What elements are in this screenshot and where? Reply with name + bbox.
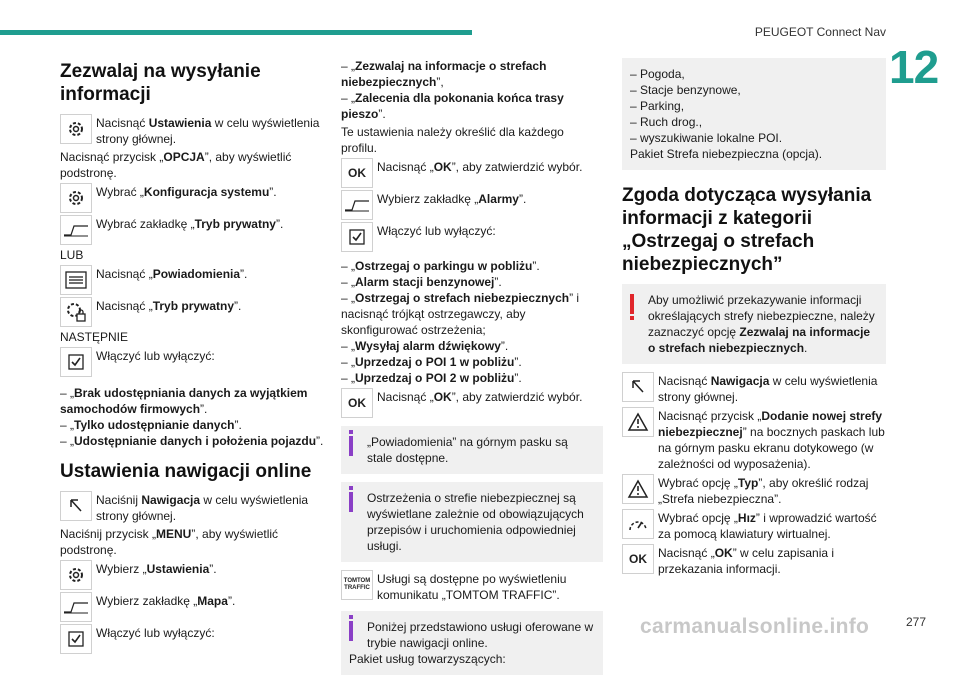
step-ok-2	[341, 388, 603, 418]
step-type	[622, 474, 886, 507]
step-private-mode	[60, 297, 326, 327]
step-text: Usługi są dostępne po wyświetleniu komunikatu „TOMTOM TRAFFIC”.	[377, 572, 567, 602]
list-item: – Stacje benzynowe,	[630, 83, 741, 97]
note-text: Ostrzeżenia o strefie niebezpiecznej są wyświetlane zależnie od obowiązujących przepisów i uruchomienia odpowiedniej usługi.	[367, 491, 584, 553]
step-text: Nacisnąć „OK” w celu zapisania i przekazania informacji.	[658, 546, 835, 576]
step-ok-3	[622, 544, 886, 577]
step-text: Nacisnąć przycisk „Dodanie nowej strefy niebezpiecznej” na bocznych paskach lub na górnym pasku ekranu dotykowego (w zależności od wyposażenia).	[658, 409, 885, 471]
step-text: Nacisnąć „OK”, aby zatwierdzić wybór.	[377, 390, 583, 404]
step-toggle-2	[60, 624, 326, 654]
step-text: Włączyć lub wyłączyć:	[377, 224, 496, 238]
step-text: Włączyć lub wyłączyć:	[96, 349, 215, 363]
speedometer-icon	[622, 509, 654, 539]
header-title: PEUGEOT Connect Nav	[754, 25, 886, 39]
checkbox-icon	[341, 222, 373, 252]
step-map-tab	[60, 592, 326, 622]
step-text: Nacisnąć Nawigacja w celu wyświetlenia strony głównej.	[658, 374, 878, 404]
option-item: – „Wysyłaj alarm dźwiękowy”.	[341, 339, 509, 353]
step-toggle-3	[341, 222, 603, 252]
step-private-tab	[60, 215, 326, 245]
step-alarms-tab	[341, 190, 603, 220]
step-text: Nacisnąć Ustawienia w celu wyświetlenia strony głównej.	[96, 116, 320, 146]
column-1	[60, 58, 326, 656]
column-3	[622, 58, 886, 579]
list-item: – Pogoda,	[630, 67, 685, 81]
ok-button-icon: OK	[622, 544, 654, 574]
watermark: carmanualsonline.info	[640, 615, 870, 638]
header-accent-bar	[0, 30, 472, 35]
step-navigation	[622, 372, 886, 405]
paragraph-menu: Naciśnij przycisk „MENU”, aby wyświetlić podstronę.	[60, 527, 279, 557]
info-icon	[349, 436, 353, 456]
warning-icon	[630, 294, 634, 314]
step-text: Wybierz „Ustawienia”.	[96, 562, 217, 576]
paragraph-profile: Te ustawienia należy określić dla każdego profilu.	[341, 125, 564, 155]
tab-icon	[60, 592, 92, 622]
note-text: Aby umożliwić przekazywanie informacji określających strefy niebezpieczne, należy zaznaczyć opcję Zezwalaj na informacje o strefach niebezpiecznych.	[648, 293, 875, 355]
note-text: Poniżej przedstawiono usługi oferowane w trybie nawigacji online.	[367, 620, 594, 650]
step-notifications	[60, 265, 326, 295]
step-system-config	[60, 183, 326, 213]
warning-note	[622, 284, 886, 364]
warning-triangle-icon	[622, 407, 654, 437]
info-icon	[349, 492, 353, 512]
list-item: – wyszukiwanie lokalne POI.	[630, 131, 783, 145]
step-text: Wybrać opcję „Hız” i wprowadzić wartość za pomocą klawiatury wirtualnej.	[658, 511, 877, 541]
navigation-arrow-icon	[622, 372, 654, 402]
info-icon	[349, 621, 353, 641]
tab-icon	[341, 190, 373, 220]
list-item: – Parking,	[630, 99, 685, 113]
step-settings	[60, 114, 326, 147]
step-text: Naciśnij Nawigacja w celu wyświetlenia strony głównej.	[96, 493, 309, 523]
column-2	[341, 58, 603, 683]
option-item: – „Brak udostępniania danych za wyjątkiem samochodów firmowych”.	[60, 386, 308, 416]
navigation-arrow-icon	[60, 491, 92, 521]
info-note	[341, 482, 603, 562]
section-heading-danger-zones: Zgoda dotycząca wysyłania informacji z kategorii „Ostrzegaj o strefach niebezpiecznych”	[622, 185, 872, 275]
step-toggle	[60, 347, 326, 377]
list-item: – Ruch drog.,	[630, 115, 703, 129]
paragraph-option: Nacisnąć przycisk „OPCJA”, aby wyświetlić podstronę.	[60, 150, 292, 180]
tomtom-traffic-icon: TOMTOM TRAFFIC	[341, 570, 373, 600]
notification-list-icon	[60, 265, 92, 295]
option-item: – „Alarm stacji benzynowej”.	[341, 275, 502, 289]
step-text: Wybrać „Konfiguracja systemu”.	[96, 185, 277, 199]
private-mode-icon	[60, 297, 92, 327]
step-ok-1	[341, 158, 603, 188]
ok-button-icon: OK	[341, 158, 373, 188]
step-settings-2	[60, 560, 326, 590]
gear-icon	[60, 114, 92, 144]
option-item: – „Tylko udostępnianie danych”.	[60, 418, 242, 432]
section-heading-online-nav: Ustawienia nawigacji online	[60, 461, 312, 482]
step-tomtom	[341, 570, 603, 603]
note-text: „Powiadomienia” na górnym pasku są stale dostępne.	[367, 435, 568, 465]
info-note	[341, 426, 603, 474]
step-text: Wybrać zakładkę „Tryb prywatny”.	[96, 217, 284, 231]
step-add-danger-zone	[622, 407, 886, 472]
or-label: LUB	[60, 248, 84, 262]
note-text: Pakiet usług towarzyszących:	[349, 652, 506, 666]
section-heading-allow-sending: Zezwalaj na wysyłanie informacji	[60, 61, 261, 105]
list-item: Pakiet Strefa niebezpieczna (opcja).	[630, 147, 823, 161]
services-box	[622, 58, 886, 170]
step-text: Wybierz zakładkę „Alarmy”.	[377, 192, 527, 206]
warning-triangle-icon	[622, 474, 654, 504]
step-text: Wybierz zakładkę „Mapa”.	[96, 594, 236, 608]
gear-icon	[60, 183, 92, 213]
page-number: 277	[906, 615, 927, 629]
step-text: Nacisnąć „OK”, aby zatwierdzić wybór.	[377, 160, 583, 174]
step-text: Wybrać opcję „Typ”, aby określić rodzaj „Strefa niebezpieczna”.	[658, 476, 869, 506]
option-item: – „Udostępnianie danych i położenia pojazdu”.	[60, 434, 324, 448]
tab-icon	[60, 215, 92, 245]
option-item: – „Ostrzegaj o parkingu w pobliżu”.	[341, 259, 540, 273]
step-text: Nacisnąć „Tryb prywatny”.	[96, 299, 242, 313]
checkbox-icon	[60, 347, 92, 377]
step-text: Nacisnąć „Powiadomienia”.	[96, 267, 248, 281]
option-item: – „Ostrzegaj o strefach niebezpiecznych” i nacisnąć trójkąt ostrzegawczy, aby skonfigurować ostrzeżenia;	[341, 291, 580, 337]
then-label: NASTĘPNIE	[60, 330, 129, 344]
checkbox-icon	[60, 624, 92, 654]
option-item: – „Uprzedzaj o POI 2 w pobliżu”.	[341, 371, 522, 385]
option-item: – „Zalecenia dla pokonania końca trasy pieszo”.	[341, 91, 564, 121]
info-note	[341, 611, 603, 675]
step-navigation	[60, 491, 326, 524]
option-item: – „Zezwalaj na informacje o strefach niebezpiecznych”,	[341, 59, 547, 89]
ok-button-icon: OK	[341, 388, 373, 418]
option-item: – „Uprzedzaj o POI 1 w pobliżu”.	[341, 355, 522, 369]
step-speed	[622, 509, 886, 542]
step-text: Włączyć lub wyłączyć:	[96, 626, 215, 640]
gear-icon	[60, 560, 92, 590]
chapter-number: 12	[889, 41, 939, 93]
